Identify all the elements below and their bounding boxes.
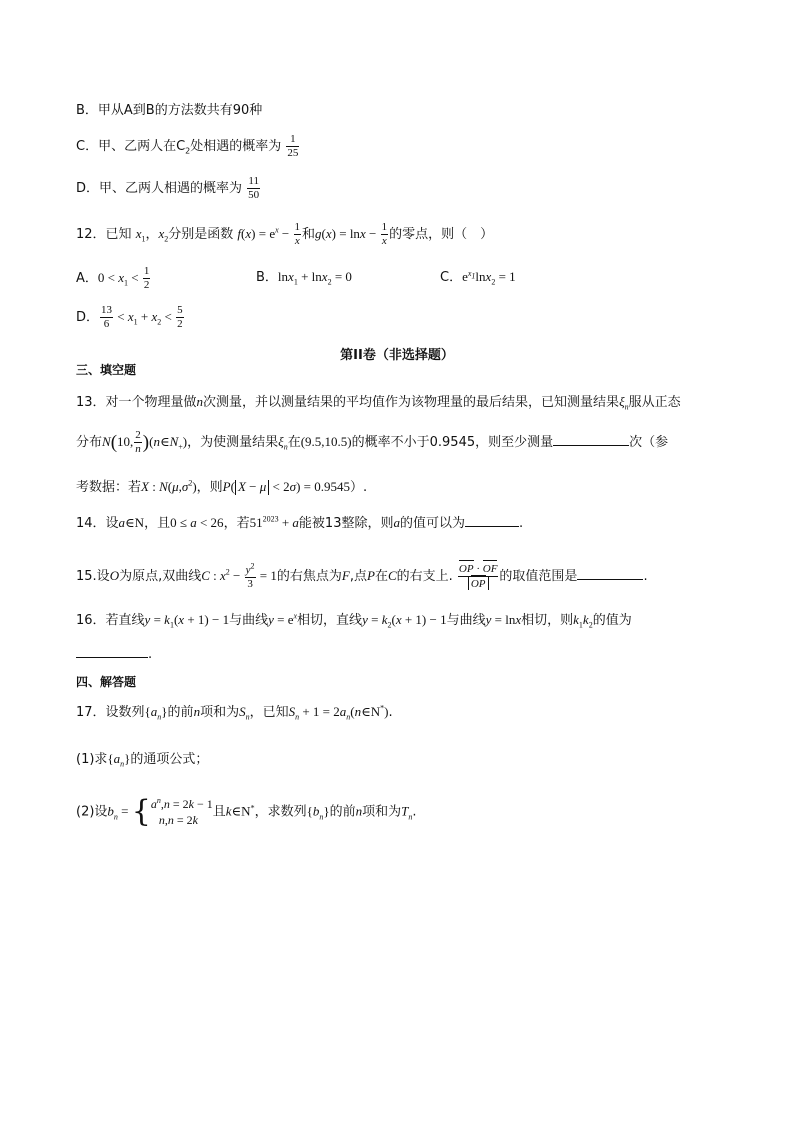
question-17: 17．设数列$\{a_n\}$的前n项和为$S_n$，已知$S_n + 1$ = $2a_n(n\in N^*)$. [76, 703, 393, 722]
section-title: 第II卷（非选择题） [340, 348, 454, 363]
question-13-line1: 13．对一个物理量做n次测量，并以测量结果的平均值作为该物理量的最后结果，已知测量结果$\xi_n$服从正态 [76, 394, 681, 412]
question-13-line2: 分布N(10, $\frac{2}{n}$ )$(n\in N_+)$，为使测量结果$\xi_n$在(9.5,10.5)的概率不小于0.9545，则至少测量 次（参 [76, 429, 669, 455]
option-d-fraction: $\frac{11}{50}$ [248, 175, 260, 201]
q15-vector-fraction: $\frac{OP \cdot OF}{OP}$ [458, 563, 498, 590]
q16-answer-line: . [76, 646, 152, 661]
q15-answer-blank[interactable] [577, 568, 643, 580]
q16-answer-blank[interactable] [76, 646, 148, 658]
question-16: 16．若直线$y = k_1(x + 1) - 1$与曲线$y = e^x$相切，直线$y = k_2(x + 1) - 1$与曲线y = lnx相切，则$k_1k_2$的值为 [76, 611, 632, 630]
option-d-line [76, 176, 261, 201]
option-b-line [76, 104, 262, 117]
q17-part2: (2)设$b_n$ = { $a^n,n = 2k - 1$ n,n = 2k 且k∈N*，求数列$\{b_n\}$的前n项和为$T_n$. [76, 794, 417, 830]
question-15: 15.设O为原点,双曲线C : $x^2$ − $\frac{y^2}{3}$ = 1的右焦点为F,点P在C的右支上. $\frac{OP \cdot OF}{OP}$ 的取值范围是 . [76, 560, 648, 590]
option-c-text: C．甲、乙两人在$C_2$处相遇的概率为 [76, 139, 282, 156]
option-b-text: B．甲从A到B的方法数共有90种 [76, 103, 263, 118]
q17-part1: (1)求$\{a_n\}$的通项公式； [76, 751, 209, 769]
option-c-fraction: $\frac{1}{25}$ [287, 133, 299, 159]
q12-option-a: A．$0 < x_1$ < $\frac{1}{2}$ [76, 265, 150, 291]
q13-answer-blank[interactable] [553, 434, 629, 446]
option-d-text: D．甲、乙两人相遇的概率为 [76, 181, 243, 196]
section-4-heading: 四、解答题 [76, 675, 137, 689]
q12-option-b: B．lnx$_1$ + lnx$_2$ = 0 [256, 269, 352, 287]
question-13-line3: 考数据：若X : $N(\mu,\sigma^2)$，则P( X − μ < 2σ) = 0.9545）. [76, 478, 368, 495]
q12-option-c: C．$e^{x_1}\ln x_2 = 1$ [440, 268, 516, 287]
q12-option-d: D． $\frac{13}{6}$ < $x_1 + x_2$ < $\frac{5}{2}$ [76, 304, 183, 330]
q14-answer-blank[interactable] [465, 515, 519, 527]
section-3-heading: 三、填空题 [76, 363, 137, 377]
question-14: 14．设a∈N，且0 ≤ a < 26，若$51^{2023} + a$能被13整除，则a的值可以为 . [76, 514, 524, 531]
option-c-line [76, 134, 300, 159]
question-12: 12．已知 $x_1$，$x_2$分别是函数 $f(x) = e^x$ − $\frac{1}{x}$ 和g(x) = lnx − $\frac{1}{x}$ 的零点，则（ ） [76, 221, 494, 247]
